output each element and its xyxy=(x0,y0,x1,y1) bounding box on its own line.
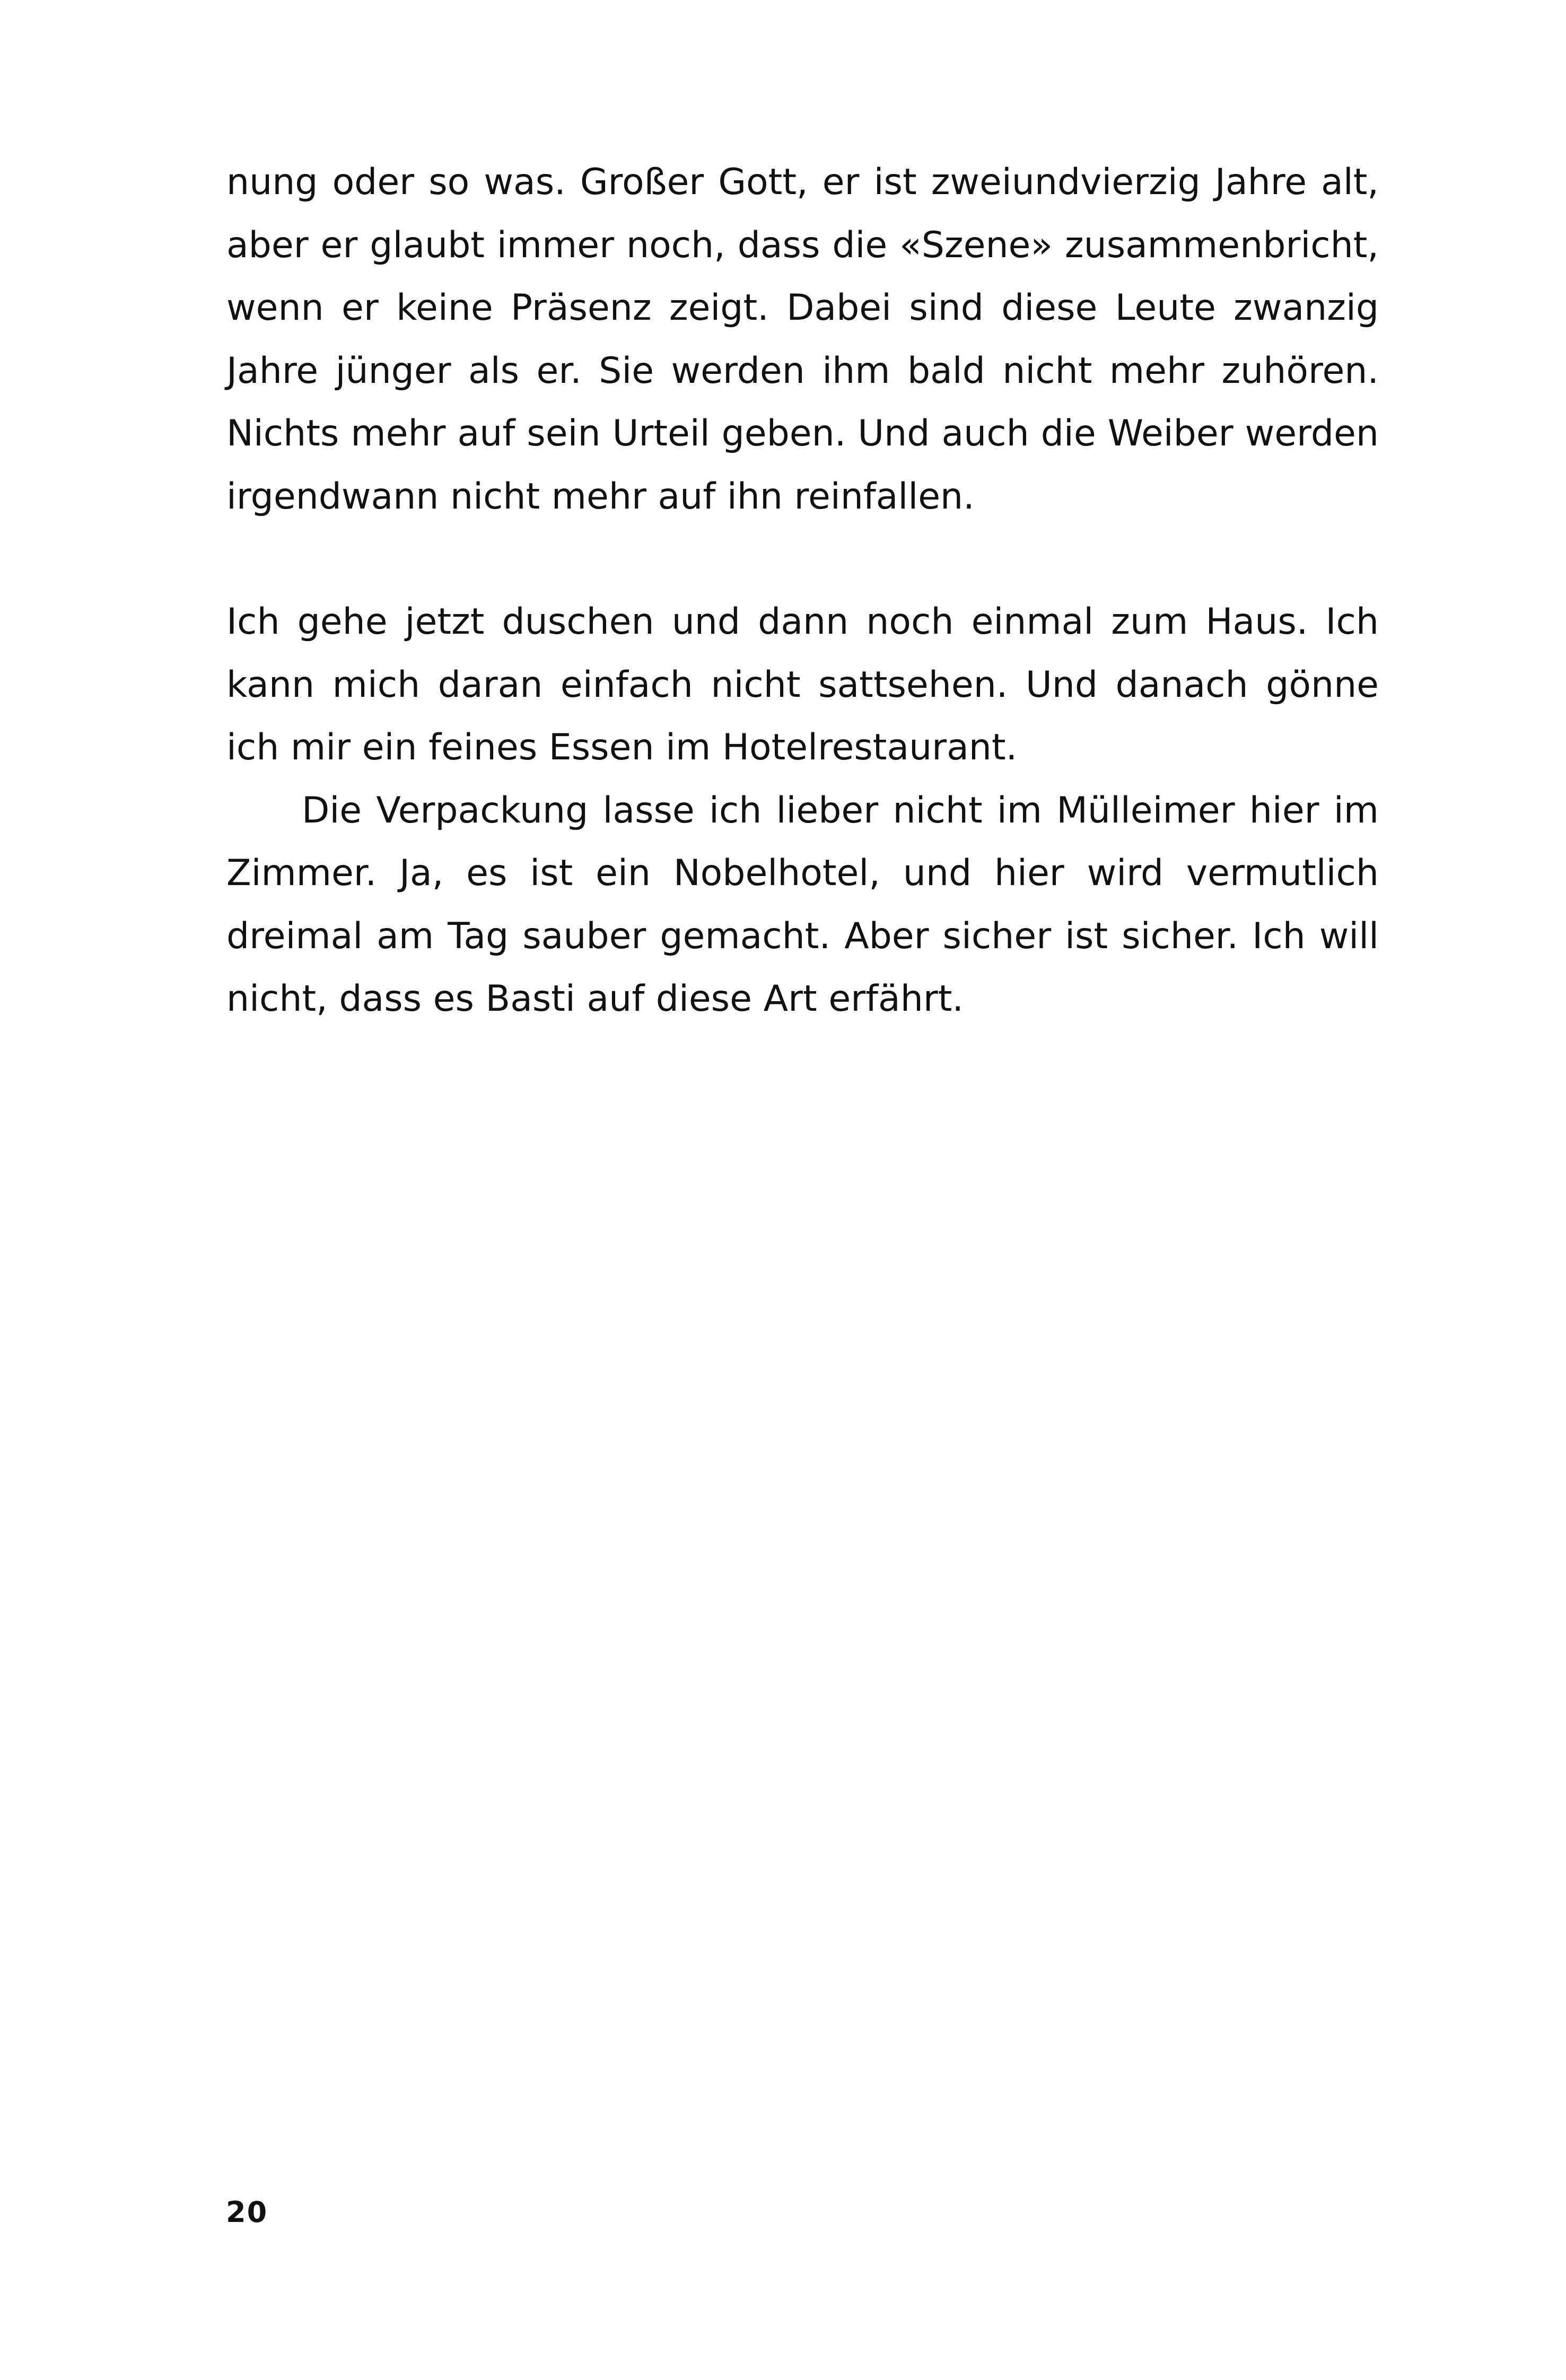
page-number: 20 xyxy=(226,2195,268,2229)
body-text xyxy=(226,151,1379,1031)
paragraph-3: Die Verpackung lasse ich lieber nicht im Mülleimer hier im Zimmer. Ja, es ist ein Nobelhotel, und hier wird vermutlich dreimal am Tag sauber gemacht. Aber sicher ist sicher. Ich will nicht, dass es Basti auf diese Art erfährt. xyxy=(226,789,1379,1020)
paragraph-2: Ich gehe jetzt duschen und dann noch einmal zum Haus. Ich kann mich daran einfach nicht sattsehen. Und danach gönne ich mir ein feines Essen im Hotelrestaurant. xyxy=(226,601,1379,768)
paragraph-1: nung oder so was. Großer Gott, er ist zweiundvierzig Jahre alt, aber er glaubt immer noch, dass die «Szene» zusammenbricht, wenn er keine Präsenz zeigt. Dabei sind diese Leute zwanzig Jahre jünger als er. Sie werden ihm bald nicht mehr zuhören. Nichts mehr auf sein Urteil geben. Und auch die Weiber werden irgendwann nicht mehr auf ihn reinfallen. xyxy=(226,161,1379,518)
